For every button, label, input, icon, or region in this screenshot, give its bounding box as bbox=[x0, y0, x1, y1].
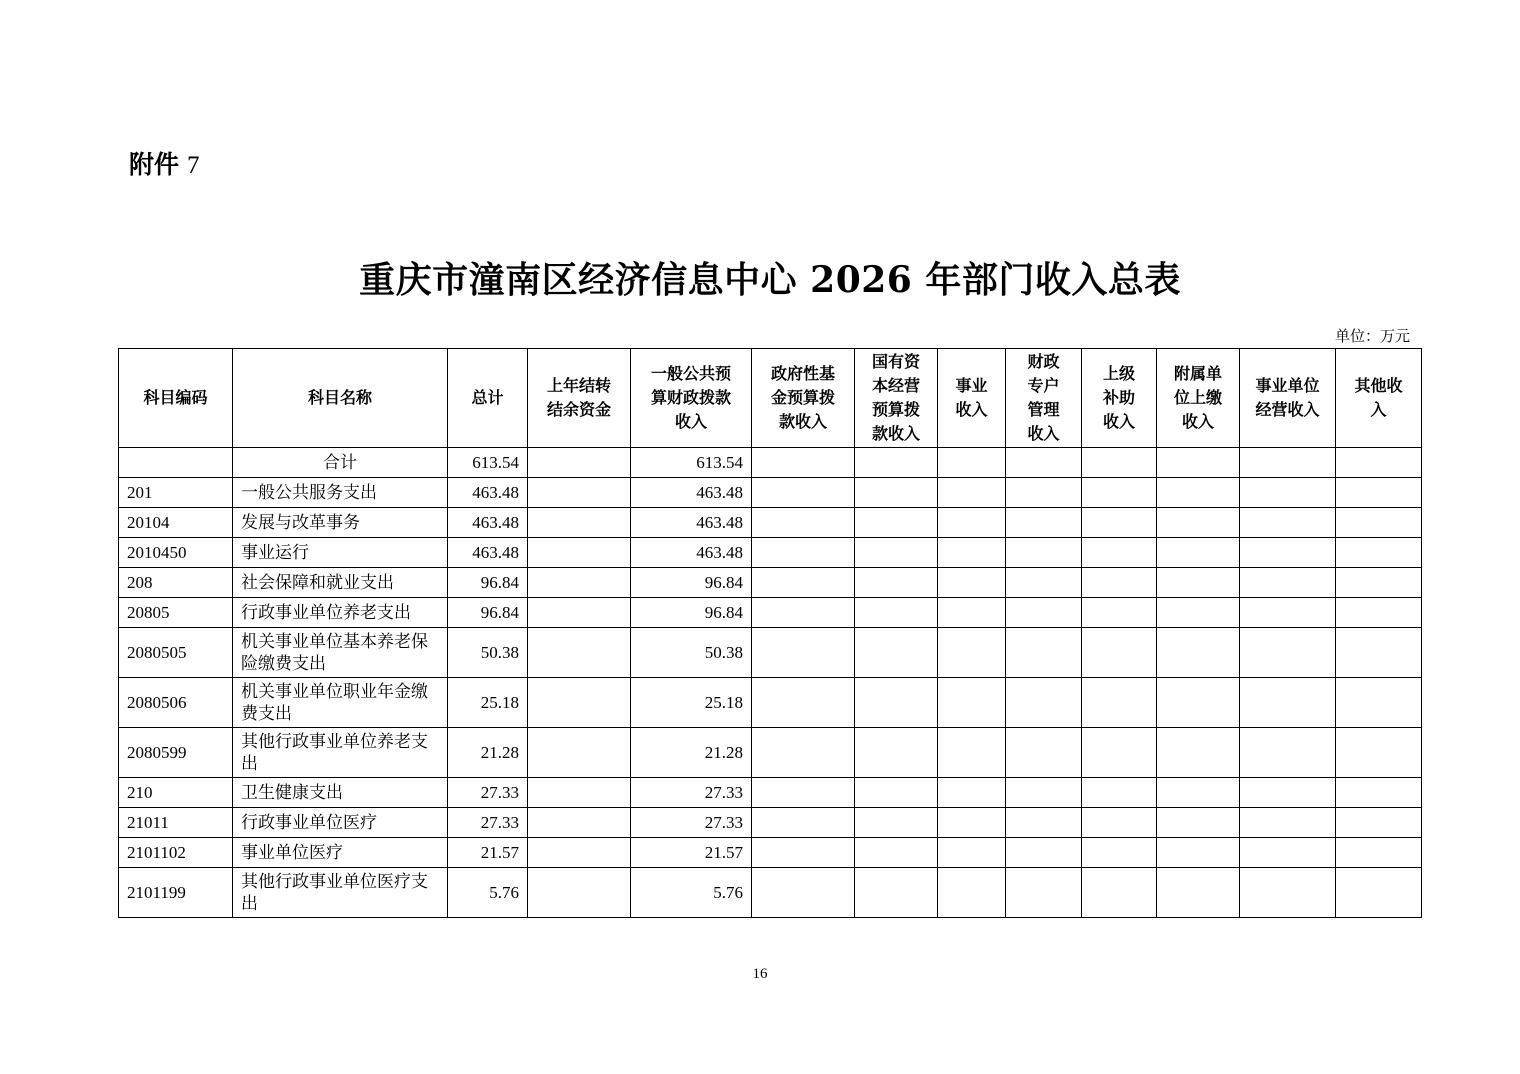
column-header: 附属单 位上缴 收入 bbox=[1157, 349, 1240, 448]
empty-cell bbox=[1006, 478, 1082, 508]
subject-name-cell: 机关事业单位职业年金缴费支出 bbox=[233, 678, 448, 728]
empty-cell bbox=[1082, 628, 1157, 678]
carryover-cell bbox=[528, 808, 631, 838]
empty-cell bbox=[1082, 778, 1157, 808]
column-header: 国有资 本经营 预算拨 款收入 bbox=[855, 349, 938, 448]
empty-cell bbox=[938, 778, 1006, 808]
empty-cell bbox=[1336, 838, 1422, 868]
total-cell: 96.84 bbox=[448, 568, 528, 598]
subject-code-cell: 201 bbox=[119, 478, 233, 508]
carryover-cell bbox=[528, 508, 631, 538]
empty-cell bbox=[752, 868, 855, 918]
subject-code-cell: 20805 bbox=[119, 598, 233, 628]
general-budget-cell: 96.84 bbox=[631, 568, 752, 598]
empty-cell bbox=[1157, 678, 1240, 728]
subject-name-cell: 发展与改革事务 bbox=[233, 508, 448, 538]
subject-code-cell: 210 bbox=[119, 778, 233, 808]
general-budget-cell: 21.57 bbox=[631, 838, 752, 868]
subject-code-cell: 2101199 bbox=[119, 868, 233, 918]
table-row bbox=[119, 728, 1422, 778]
empty-cell bbox=[1006, 538, 1082, 568]
table-row bbox=[119, 778, 1422, 808]
empty-cell bbox=[1240, 508, 1336, 538]
empty-cell bbox=[1157, 568, 1240, 598]
column-header: 其他收 入 bbox=[1336, 349, 1422, 448]
empty-cell bbox=[752, 448, 855, 478]
empty-cell bbox=[855, 478, 938, 508]
empty-cell bbox=[1240, 778, 1336, 808]
column-header: 财政 专户 管理 收入 bbox=[1006, 349, 1082, 448]
empty-cell bbox=[1336, 728, 1422, 778]
total-cell: 463.48 bbox=[448, 478, 528, 508]
empty-cell bbox=[938, 538, 1006, 568]
empty-cell bbox=[752, 678, 855, 728]
empty-cell bbox=[1006, 598, 1082, 628]
subject-code-cell: 2080505 bbox=[119, 628, 233, 678]
empty-cell bbox=[1157, 728, 1240, 778]
general-budget-cell: 463.48 bbox=[631, 538, 752, 568]
empty-cell bbox=[855, 568, 938, 598]
subject-name-cell: 社会保障和就业支出 bbox=[233, 568, 448, 598]
table-row bbox=[119, 868, 1422, 918]
total-cell: 463.48 bbox=[448, 508, 528, 538]
table-row bbox=[119, 628, 1422, 678]
column-header: 上年结转 结余资金 bbox=[528, 349, 631, 448]
attachment-label bbox=[129, 145, 200, 181]
carryover-cell bbox=[528, 568, 631, 598]
carryover-cell bbox=[528, 448, 631, 478]
empty-cell bbox=[1240, 868, 1336, 918]
empty-cell bbox=[1157, 868, 1240, 918]
column-header: 一般公共预 算财政拨款 收入 bbox=[631, 349, 752, 448]
empty-cell bbox=[938, 598, 1006, 628]
subject-name-cell: 机关事业单位基本养老保险缴费支出 bbox=[233, 628, 448, 678]
empty-cell bbox=[855, 778, 938, 808]
empty-cell bbox=[938, 568, 1006, 598]
empty-cell bbox=[752, 538, 855, 568]
subject-name-cell: 卫生健康支出 bbox=[233, 778, 448, 808]
carryover-cell bbox=[528, 778, 631, 808]
subject-name-cell: 合计 bbox=[233, 448, 448, 478]
empty-cell bbox=[1240, 478, 1336, 508]
empty-cell bbox=[1336, 478, 1422, 508]
general-budget-cell: 463.48 bbox=[631, 478, 752, 508]
subject-code-cell: 2080599 bbox=[119, 728, 233, 778]
subject-name-cell: 行政事业单位医疗 bbox=[233, 808, 448, 838]
table-row bbox=[119, 678, 1422, 728]
empty-cell bbox=[1240, 628, 1336, 678]
empty-cell bbox=[1006, 628, 1082, 678]
table-row bbox=[119, 448, 1422, 478]
subject-code-cell: 20104 bbox=[119, 508, 233, 538]
empty-cell bbox=[1006, 728, 1082, 778]
empty-cell bbox=[938, 838, 1006, 868]
empty-cell bbox=[1082, 808, 1157, 838]
empty-cell bbox=[855, 538, 938, 568]
empty-cell bbox=[1006, 868, 1082, 918]
total-cell: 463.48 bbox=[448, 538, 528, 568]
empty-cell bbox=[1157, 628, 1240, 678]
total-cell: 27.33 bbox=[448, 778, 528, 808]
empty-cell bbox=[1336, 598, 1422, 628]
empty-cell bbox=[1006, 838, 1082, 868]
total-cell: 50.38 bbox=[448, 628, 528, 678]
table-row bbox=[119, 838, 1422, 868]
empty-cell bbox=[1336, 778, 1422, 808]
carryover-cell bbox=[528, 538, 631, 568]
subject-code-cell: 2010450 bbox=[119, 538, 233, 568]
empty-cell bbox=[752, 728, 855, 778]
column-header: 政府性基 金预算拨 款收入 bbox=[752, 349, 855, 448]
general-budget-cell: 25.18 bbox=[631, 678, 752, 728]
empty-cell bbox=[752, 508, 855, 538]
total-cell: 96.84 bbox=[448, 598, 528, 628]
attachment-text: 附件 bbox=[129, 150, 180, 179]
empty-cell bbox=[1336, 568, 1422, 598]
subject-name-cell: 其他行政事业单位养老支出 bbox=[233, 728, 448, 778]
empty-cell bbox=[855, 808, 938, 838]
empty-cell bbox=[855, 678, 938, 728]
carryover-cell bbox=[528, 838, 631, 868]
empty-cell bbox=[1336, 448, 1422, 478]
table-row bbox=[119, 568, 1422, 598]
empty-cell bbox=[1240, 728, 1336, 778]
empty-cell bbox=[1336, 538, 1422, 568]
empty-cell bbox=[1082, 678, 1157, 728]
empty-cell bbox=[1157, 598, 1240, 628]
empty-cell bbox=[1336, 628, 1422, 678]
column-header: 事业 收入 bbox=[938, 349, 1006, 448]
subject-code-cell: 2101102 bbox=[119, 838, 233, 868]
empty-cell bbox=[1157, 838, 1240, 868]
empty-cell bbox=[1082, 538, 1157, 568]
empty-cell bbox=[1336, 868, 1422, 918]
empty-cell bbox=[752, 568, 855, 598]
empty-cell bbox=[1336, 508, 1422, 538]
empty-cell bbox=[1336, 808, 1422, 838]
empty-cell bbox=[1240, 808, 1336, 838]
empty-cell bbox=[1082, 598, 1157, 628]
general-budget-cell: 21.28 bbox=[631, 728, 752, 778]
empty-cell bbox=[938, 808, 1006, 838]
empty-cell bbox=[1157, 448, 1240, 478]
empty-cell bbox=[855, 508, 938, 538]
income-summary-table bbox=[118, 348, 1422, 918]
general-budget-cell: 463.48 bbox=[631, 508, 752, 538]
subject-name-cell: 其他行政事业单位医疗支出 bbox=[233, 868, 448, 918]
empty-cell bbox=[1240, 598, 1336, 628]
subject-code-cell: 2080506 bbox=[119, 678, 233, 728]
subject-name-cell: 事业单位医疗 bbox=[233, 838, 448, 868]
general-budget-cell: 27.33 bbox=[631, 778, 752, 808]
unit-label: 单位：万元 bbox=[1334, 327, 1410, 345]
empty-cell bbox=[1006, 778, 1082, 808]
empty-cell bbox=[1240, 448, 1336, 478]
empty-cell bbox=[1006, 808, 1082, 838]
empty-cell bbox=[752, 598, 855, 628]
carryover-cell bbox=[528, 598, 631, 628]
carryover-cell bbox=[528, 628, 631, 678]
empty-cell bbox=[752, 778, 855, 808]
empty-cell bbox=[1157, 478, 1240, 508]
empty-cell bbox=[938, 508, 1006, 538]
empty-cell bbox=[752, 478, 855, 508]
column-header: 事业单位 经营收入 bbox=[1240, 349, 1336, 448]
column-header: 科目编码 bbox=[119, 349, 233, 448]
table-row bbox=[119, 538, 1422, 568]
empty-cell bbox=[1006, 508, 1082, 538]
empty-cell bbox=[855, 838, 938, 868]
empty-cell bbox=[1082, 728, 1157, 778]
empty-cell bbox=[1082, 568, 1157, 598]
empty-cell bbox=[855, 868, 938, 918]
empty-cell bbox=[855, 598, 938, 628]
carryover-cell bbox=[528, 868, 631, 918]
total-cell: 21.28 bbox=[448, 728, 528, 778]
empty-cell bbox=[938, 868, 1006, 918]
empty-cell bbox=[752, 838, 855, 868]
empty-cell bbox=[1157, 808, 1240, 838]
empty-cell bbox=[1082, 478, 1157, 508]
general-budget-cell: 50.38 bbox=[631, 628, 752, 678]
empty-cell bbox=[1082, 868, 1157, 918]
empty-cell bbox=[855, 448, 938, 478]
empty-cell bbox=[855, 628, 938, 678]
table-row bbox=[119, 508, 1422, 538]
total-cell: 21.57 bbox=[448, 838, 528, 868]
empty-cell bbox=[855, 728, 938, 778]
subject-name-cell: 事业运行 bbox=[233, 538, 448, 568]
general-budget-cell: 96.84 bbox=[631, 598, 752, 628]
total-cell: 5.76 bbox=[448, 868, 528, 918]
empty-cell bbox=[938, 478, 1006, 508]
attachment-number: 7 bbox=[187, 152, 200, 179]
empty-cell bbox=[1082, 448, 1157, 478]
column-header: 总计 bbox=[448, 349, 528, 448]
empty-cell bbox=[1157, 508, 1240, 538]
carryover-cell bbox=[528, 728, 631, 778]
empty-cell bbox=[752, 808, 855, 838]
column-header: 上级 补助 收入 bbox=[1082, 349, 1157, 448]
table-body bbox=[119, 448, 1422, 918]
subject-name-cell: 一般公共服务支出 bbox=[233, 478, 448, 508]
carryover-cell bbox=[528, 478, 631, 508]
subject-code-cell: 21011 bbox=[119, 808, 233, 838]
table-row bbox=[119, 478, 1422, 508]
page-title: 重庆市潼南区经济信息中心 2026 年部门收入总表 bbox=[359, 259, 1181, 301]
empty-cell bbox=[938, 628, 1006, 678]
total-cell: 613.54 bbox=[448, 448, 528, 478]
general-budget-cell: 27.33 bbox=[631, 808, 752, 838]
table-header-row bbox=[119, 349, 1422, 448]
empty-cell bbox=[1082, 508, 1157, 538]
empty-cell bbox=[1240, 538, 1336, 568]
empty-cell bbox=[1240, 568, 1336, 598]
subject-code-cell: 208 bbox=[119, 568, 233, 598]
empty-cell bbox=[1240, 838, 1336, 868]
empty-cell bbox=[1006, 678, 1082, 728]
empty-cell bbox=[938, 448, 1006, 478]
total-cell: 27.33 bbox=[448, 808, 528, 838]
subject-name-cell: 行政事业单位养老支出 bbox=[233, 598, 448, 628]
page-number: 16 bbox=[752, 966, 768, 982]
carryover-cell bbox=[528, 678, 631, 728]
empty-cell bbox=[1157, 538, 1240, 568]
subject-code-cell bbox=[119, 448, 233, 478]
empty-cell bbox=[938, 678, 1006, 728]
empty-cell bbox=[752, 628, 855, 678]
general-budget-cell: 5.76 bbox=[631, 868, 752, 918]
empty-cell bbox=[1006, 568, 1082, 598]
empty-cell bbox=[1336, 678, 1422, 728]
table-row bbox=[119, 808, 1422, 838]
table-row bbox=[119, 598, 1422, 628]
general-budget-cell: 613.54 bbox=[631, 448, 752, 478]
empty-cell bbox=[1082, 838, 1157, 868]
empty-cell bbox=[938, 728, 1006, 778]
total-cell: 25.18 bbox=[448, 678, 528, 728]
empty-cell bbox=[1157, 778, 1240, 808]
empty-cell bbox=[1240, 678, 1336, 728]
column-header: 科目名称 bbox=[233, 349, 448, 448]
empty-cell bbox=[1006, 448, 1082, 478]
